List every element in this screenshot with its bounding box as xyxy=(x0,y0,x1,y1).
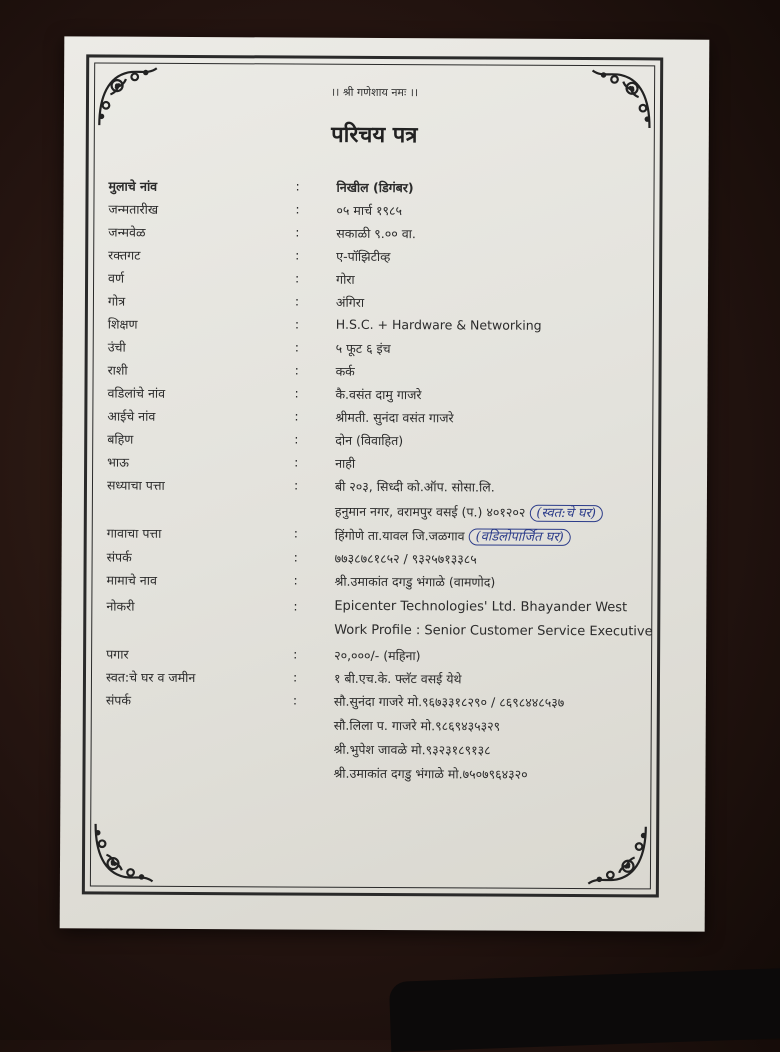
field-label: बहिण xyxy=(107,431,134,447)
field-value xyxy=(335,526,571,545)
field-row xyxy=(87,407,658,432)
village-text: हिंगोणे ता.यावल जि.जळगाव xyxy=(334,527,465,544)
field-label: संपर्क xyxy=(106,549,132,565)
field-value: दोन (विवाहित) xyxy=(335,432,404,449)
field-separator: : xyxy=(292,692,298,708)
field-separator: : xyxy=(293,598,298,614)
field-separator: : xyxy=(292,669,298,685)
field-label: गोत्र xyxy=(107,293,126,309)
field-separator: : xyxy=(294,431,299,447)
field-row xyxy=(88,200,659,225)
field-value: ए-पॉझिटीव्ह xyxy=(336,248,391,265)
field-label: भाऊ xyxy=(107,454,129,470)
field-separator: : xyxy=(294,385,299,401)
field-row xyxy=(87,548,658,573)
field-row xyxy=(88,177,659,202)
field-value: निखील (डिगंबर) xyxy=(336,179,414,196)
field-separator: : xyxy=(293,525,299,541)
field-value: नाही xyxy=(335,455,356,471)
page-title: परिचय पत्र xyxy=(331,122,418,149)
field-separator: : xyxy=(294,316,300,332)
field-row xyxy=(86,645,657,670)
field-label: उंची xyxy=(107,339,126,355)
field-value: Epicenter Technologies' Ltd. Bhayander West xyxy=(334,598,628,616)
field-row xyxy=(86,668,657,693)
field-value: सकाळी ९.०० वा. xyxy=(336,225,416,242)
handwritten-note: (वडिलोपार्जित घर) xyxy=(469,528,571,546)
field-row xyxy=(87,430,658,455)
field-label: मामाचे नाव xyxy=(106,572,158,588)
field-label: सध्याचा पत्ता xyxy=(106,477,165,493)
field-separator: : xyxy=(293,549,298,565)
field-row xyxy=(87,453,658,478)
field-separator: : xyxy=(294,293,300,309)
field-label: जन्मतारीख xyxy=(108,201,159,217)
field-separator: : xyxy=(295,270,300,286)
field-label: नोकरी xyxy=(106,598,135,614)
field-value: H.S.C. + Hardware & Networking xyxy=(335,316,542,333)
field-label: वडिलांचे नांव xyxy=(107,385,166,401)
field-label: शिक्षण xyxy=(107,316,138,332)
floral-corner-icon xyxy=(584,822,650,888)
field-value: १ बी.एच.के. फ्लॅट वसई येथे xyxy=(333,670,462,687)
floral-corner-icon xyxy=(91,819,157,885)
field-value: श्रीमती. सुनंदा वसंत गाजरे xyxy=(335,409,454,426)
reference-line: श्री.उमाकांत दगडु भंगाळे मो.७५०७९६४३२० xyxy=(333,765,528,782)
field-separator: : xyxy=(295,224,300,240)
field-label: आईचे नांव xyxy=(107,408,156,424)
job-profile: Work Profile : Senior Customer Service Executive xyxy=(334,622,653,640)
field-row xyxy=(88,338,659,363)
field-row xyxy=(88,269,659,294)
field-row xyxy=(88,223,659,248)
field-value: ७७३८७८१८५२ / ९३२५७१३३८५ xyxy=(334,550,477,567)
field-row xyxy=(86,691,657,716)
handwritten-note: (स्वत:चे घर) xyxy=(529,505,603,522)
field-row xyxy=(87,476,658,501)
field-label: संपर्क xyxy=(105,692,132,708)
field-value: बी २०३, सिध्दी को.ऑप. सोसा.लि. xyxy=(334,478,495,495)
biodata-sheet xyxy=(60,36,710,931)
page-border xyxy=(82,54,663,897)
field-separator: : xyxy=(293,646,298,662)
field-label: गावाचा पत्ता xyxy=(106,525,162,541)
field-row xyxy=(88,361,659,386)
field-value: २०,०००/- (महिना) xyxy=(334,647,421,664)
field-value: ५ फूट ६ इंच xyxy=(335,340,391,357)
field-separator: : xyxy=(295,201,300,217)
field-separator: : xyxy=(294,454,299,470)
field-row xyxy=(86,571,657,596)
field-separator: : xyxy=(295,178,300,194)
field-label: वर्ण xyxy=(108,270,125,286)
field-value: श्री.उमाकांत दगडु भंगाळे (वामणोद) xyxy=(334,573,496,590)
field-separator: : xyxy=(295,247,300,263)
field-separator: : xyxy=(293,477,299,493)
invocation-line: ।। श्री गणेशाय नमः ।। xyxy=(330,85,419,100)
field-row xyxy=(87,524,658,549)
field-separator: : xyxy=(294,408,299,424)
field-row xyxy=(88,292,659,317)
reference-line: श्री.भुपेश जावळे मो.९३२३१८९१३८ xyxy=(333,741,491,758)
field-row xyxy=(88,315,659,340)
field-row xyxy=(87,384,658,409)
reference-line: सौ.सुनंदा गाजरे मो.९६७३३१८२९० / ८६९८४४८५३७ xyxy=(333,693,565,710)
field-label: राशी xyxy=(107,362,128,378)
field-value: कर्क xyxy=(335,363,355,379)
desk-edge xyxy=(389,968,780,1052)
field-label: जन्मवेळ xyxy=(108,224,146,240)
field-label: मुलाचे नांव xyxy=(108,178,158,194)
field-row xyxy=(86,597,657,622)
field-value: ०५ मार्च १९८५ xyxy=(336,202,403,219)
field-value: अंगिरा xyxy=(335,294,365,310)
field-value: कै.वसंत दामु गाजरे xyxy=(335,386,422,403)
address-line-2 xyxy=(335,502,603,521)
field-value: गोरा xyxy=(336,271,355,287)
address-text: हनुमान नगर, वरामपुर वसई (प.) ४०१२०२ xyxy=(334,503,526,520)
field-separator: : xyxy=(294,362,299,378)
field-label: पगार xyxy=(106,646,129,662)
field-separator: : xyxy=(293,572,298,588)
field-label: रक्तगट xyxy=(108,247,141,263)
field-separator: : xyxy=(294,339,299,355)
field-row xyxy=(88,246,659,271)
reference-line: सौ.लिला प. गाजरे मो.९८६९४३५३२९ xyxy=(333,717,501,734)
field-label: स्वत:चे घर व जमीन xyxy=(105,669,196,686)
